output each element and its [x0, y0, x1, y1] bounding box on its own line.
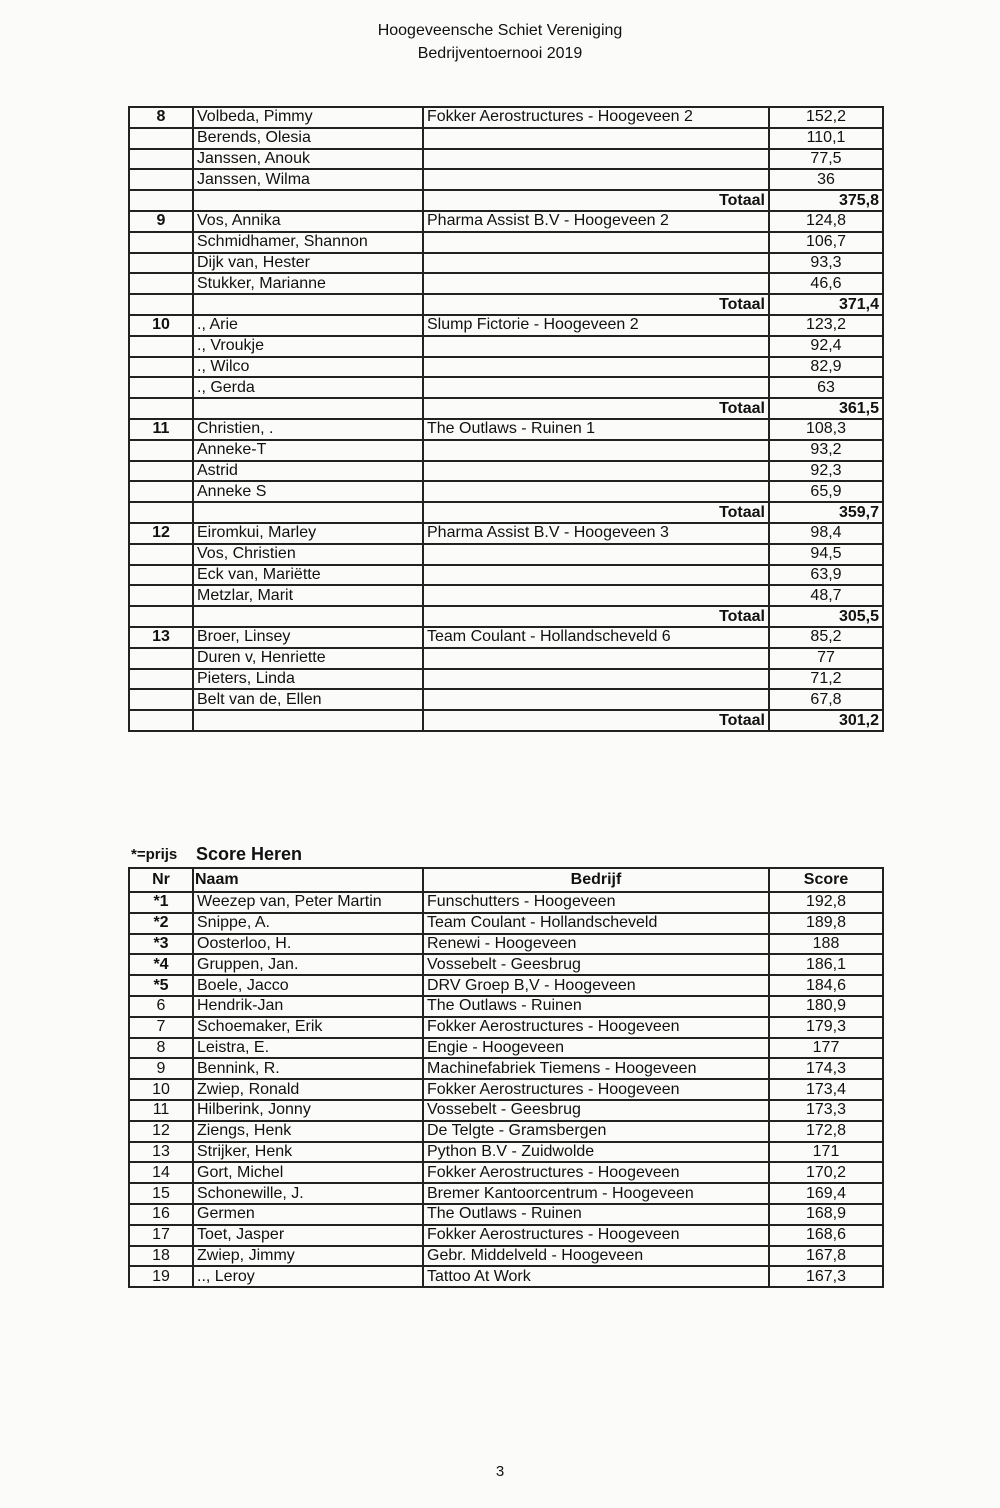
row-score: 167,8	[769, 1246, 883, 1267]
row-score: 177	[769, 1038, 883, 1059]
team-member-row	[129, 627, 883, 648]
member-score: 93,3	[769, 253, 883, 274]
team-member-row	[129, 585, 883, 606]
member-score: 85,2	[769, 627, 883, 648]
empty-cell	[129, 606, 193, 627]
row-nr: 13	[129, 1142, 193, 1163]
team-total: 361,5	[769, 398, 883, 419]
team-company: Pharma Assist B.V - Hoogeveen 2	[423, 211, 769, 232]
member-name: Christien, .	[193, 419, 423, 440]
row-bedrijf: Tattoo At Work	[423, 1266, 769, 1287]
member-score: 98,4	[769, 523, 883, 544]
table-row	[129, 1058, 883, 1079]
member-score: 152,2	[769, 107, 883, 128]
team-member-row	[129, 523, 883, 544]
row-nr: *3	[129, 934, 193, 955]
member-score: 77	[769, 648, 883, 669]
row-nr: *2	[129, 913, 193, 934]
team-rank	[129, 232, 193, 253]
table-row	[129, 1183, 883, 1204]
row-bedrijf: Renewi - Hoogeveen	[423, 934, 769, 955]
member-name: ., Wilco	[193, 357, 423, 378]
row-score: 168,9	[769, 1204, 883, 1225]
table-row	[129, 1142, 883, 1163]
team-company	[423, 689, 769, 710]
document-title: Hoogeveensche Schiet Vereniging	[377, 22, 623, 39]
empty-cell	[193, 398, 423, 419]
member-name: Volbeda, Pimmy	[193, 107, 423, 128]
member-name: ., Vroukje	[193, 336, 423, 357]
table-row	[129, 1100, 883, 1121]
row-bedrijf: Fokker Aerostructures - Hoogeveen	[423, 1225, 769, 1246]
member-name: Janssen, Anouk	[193, 149, 423, 170]
row-bedrijf: Fokker Aerostructures - Hoogeveen	[423, 1079, 769, 1100]
team-rank	[129, 336, 193, 357]
table-row	[129, 1162, 883, 1183]
member-score: 123,2	[769, 315, 883, 336]
member-name: Vos, Christien	[193, 544, 423, 565]
team-member-row	[129, 689, 883, 710]
team-company	[423, 440, 769, 461]
totaal-label: Totaal	[423, 294, 769, 315]
row-naam: Ziengs, Henk	[193, 1121, 423, 1142]
row-nr: 10	[129, 1079, 193, 1100]
empty-cell	[193, 190, 423, 211]
member-name: Dijk van, Hester	[193, 253, 423, 274]
member-score: 92,3	[769, 461, 883, 482]
team-member-row	[129, 253, 883, 274]
table-row	[129, 1038, 883, 1059]
team-company	[423, 648, 769, 669]
table-row	[129, 1266, 883, 1287]
row-nr: 8	[129, 1038, 193, 1059]
row-bedrijf: Fokker Aerostructures - Hoogeveen	[423, 1162, 769, 1183]
team-total-row	[129, 606, 883, 627]
row-bedrijf: Python B.V - Zuidwolde	[423, 1142, 769, 1163]
team-member-row	[129, 107, 883, 128]
team-member-row	[129, 419, 883, 440]
team-results-table	[128, 106, 884, 732]
table-row	[129, 954, 883, 975]
member-name: Vos, Annika	[193, 211, 423, 232]
team-rank	[129, 689, 193, 710]
row-naam: Hendrik-Jan	[193, 996, 423, 1017]
row-naam: Zwiep, Ronald	[193, 1079, 423, 1100]
member-name: Eiromkui, Marley	[193, 523, 423, 544]
row-nr: *5	[129, 975, 193, 996]
row-score: 192,8	[769, 892, 883, 913]
team-member-row	[129, 336, 883, 357]
totaal-label: Totaal	[423, 398, 769, 419]
team-company	[423, 481, 769, 502]
team-company	[423, 565, 769, 586]
team-company	[423, 149, 769, 170]
team-member-row	[129, 565, 883, 586]
row-score: 173,3	[769, 1100, 883, 1121]
page-number: 3	[495, 1463, 505, 1480]
row-nr: 16	[129, 1204, 193, 1225]
row-naam: Toet, Jasper	[193, 1225, 423, 1246]
totaal-label: Totaal	[423, 190, 769, 211]
team-total: 359,7	[769, 502, 883, 523]
document-subtitle: Bedrijventoernooi 2019	[417, 45, 583, 62]
row-score: 179,3	[769, 1017, 883, 1038]
header-score: Score	[769, 868, 883, 892]
team-member-row	[129, 315, 883, 336]
row-naam: Snippe, A.	[193, 913, 423, 934]
team-rank: 10	[129, 315, 193, 336]
empty-cell	[129, 710, 193, 731]
table-row	[129, 1246, 883, 1267]
header-bedrijf: Bedrijf	[423, 868, 769, 892]
row-bedrijf: Fokker Aerostructures - Hoogeveen	[423, 1017, 769, 1038]
row-naam: Hilberink, Jonny	[193, 1100, 423, 1121]
row-bedrijf: Bremer Kantoorcentrum - Hoogeveen	[423, 1183, 769, 1204]
team-total-row	[129, 294, 883, 315]
team-rank	[129, 273, 193, 294]
row-nr: 11	[129, 1100, 193, 1121]
team-rank	[129, 169, 193, 190]
team-rank	[129, 377, 193, 398]
member-name: Anneke S	[193, 481, 423, 502]
row-naam: Zwiep, Jimmy	[193, 1246, 423, 1267]
team-member-row	[129, 357, 883, 378]
team-total: 301,2	[769, 710, 883, 731]
row-score: 172,8	[769, 1121, 883, 1142]
row-bedrijf: Funschutters - Hoogeveen	[423, 892, 769, 913]
team-rank	[129, 440, 193, 461]
row-nr: 18	[129, 1246, 193, 1267]
empty-cell	[193, 606, 423, 627]
member-score: 71,2	[769, 669, 883, 690]
row-bedrijf: De Telgte - Gramsbergen	[423, 1121, 769, 1142]
member-score: 63	[769, 377, 883, 398]
row-nr: *1	[129, 892, 193, 913]
member-score: 65,9	[769, 481, 883, 502]
team-company	[423, 336, 769, 357]
row-naam: Boele, Jacco	[193, 975, 423, 996]
row-bedrijf: Vossebelt - Geesbrug	[423, 1100, 769, 1121]
table-row	[129, 1121, 883, 1142]
row-score: 170,2	[769, 1162, 883, 1183]
row-score: 184,6	[769, 975, 883, 996]
totaal-label: Totaal	[423, 710, 769, 731]
row-naam: Gruppen, Jan.	[193, 954, 423, 975]
table-row	[129, 1017, 883, 1038]
team-company: The Outlaws - Ruinen 1	[423, 419, 769, 440]
team-total: 375,8	[769, 190, 883, 211]
team-company: Fokker Aerostructures - Hoogeveen 2	[423, 107, 769, 128]
header-nr: Nr	[129, 868, 193, 892]
row-naam: Strijker, Henk	[193, 1142, 423, 1163]
member-score: 67,8	[769, 689, 883, 710]
member-score: 106,7	[769, 232, 883, 253]
row-score: 169,4	[769, 1183, 883, 1204]
member-name: Schmidhamer, Shannon	[193, 232, 423, 253]
member-name: Eck van, Mariëtte	[193, 565, 423, 586]
team-member-row	[129, 169, 883, 190]
team-rank	[129, 585, 193, 606]
heren-score-table	[128, 867, 884, 1288]
row-naam: Weezep van, Peter Martin	[193, 892, 423, 913]
team-total: 305,5	[769, 606, 883, 627]
team-member-row	[129, 128, 883, 149]
team-member-row	[129, 232, 883, 253]
team-rank	[129, 128, 193, 149]
row-nr: 7	[129, 1017, 193, 1038]
team-company	[423, 669, 769, 690]
empty-cell	[129, 398, 193, 419]
row-score: 167,3	[769, 1266, 883, 1287]
member-score: 110,1	[769, 128, 883, 149]
table-row	[129, 975, 883, 996]
team-total-row	[129, 398, 883, 419]
member-score: 93,2	[769, 440, 883, 461]
row-bedrijf: Machinefabriek Tiemens - Hoogeveen	[423, 1058, 769, 1079]
row-naam: Germen	[193, 1204, 423, 1225]
member-name: Anneke-T	[193, 440, 423, 461]
team-member-row	[129, 461, 883, 482]
row-nr: 14	[129, 1162, 193, 1183]
member-score: 36	[769, 169, 883, 190]
row-bedrijf: Team Coulant - Hollandscheveld	[423, 913, 769, 934]
row-naam: Bennink, R.	[193, 1058, 423, 1079]
team-company: Pharma Assist B.V - Hoogeveen 3	[423, 523, 769, 544]
team-rank	[129, 648, 193, 669]
totaal-label: Totaal	[423, 606, 769, 627]
header-naam: Naam	[193, 868, 423, 892]
empty-cell	[129, 502, 193, 523]
team-company	[423, 273, 769, 294]
table-row	[129, 1204, 883, 1225]
member-name: Metzlar, Marit	[193, 585, 423, 606]
member-score: 63,9	[769, 565, 883, 586]
member-score: 92,4	[769, 336, 883, 357]
team-company: Team Coulant - Hollandscheveld 6	[423, 627, 769, 648]
team-company	[423, 169, 769, 190]
row-bedrijf: The Outlaws - Ruinen	[423, 996, 769, 1017]
team-rank	[129, 357, 193, 378]
totaal-label: Totaal	[423, 502, 769, 523]
team-rank	[129, 544, 193, 565]
row-naam: Schoemaker, Erik	[193, 1017, 423, 1038]
section-title: Score Heren	[196, 844, 303, 864]
team-rank: 8	[129, 107, 193, 128]
empty-cell	[129, 294, 193, 315]
team-rank	[129, 149, 193, 170]
member-score: 94,5	[769, 544, 883, 565]
row-score: 168,6	[769, 1225, 883, 1246]
team-company: Slump Fictorie - Hoogeveen 2	[423, 315, 769, 336]
row-naam: Oosterloo, H.	[193, 934, 423, 955]
row-score: 189,8	[769, 913, 883, 934]
team-company	[423, 357, 769, 378]
member-score: 48,7	[769, 585, 883, 606]
table-row	[129, 934, 883, 955]
team-rank	[129, 461, 193, 482]
team-company	[423, 128, 769, 149]
row-score: 171	[769, 1142, 883, 1163]
member-score: 77,5	[769, 149, 883, 170]
team-rank: 11	[129, 419, 193, 440]
team-total-row	[129, 710, 883, 731]
empty-cell	[193, 502, 423, 523]
team-member-row	[129, 544, 883, 565]
team-member-row	[129, 149, 883, 170]
empty-cell	[193, 710, 423, 731]
row-nr: 17	[129, 1225, 193, 1246]
row-nr: 6	[129, 996, 193, 1017]
row-bedrijf: Gebr. Middelveld - Hoogeveen	[423, 1246, 769, 1267]
table-row	[129, 1225, 883, 1246]
row-bedrijf: The Outlaws - Ruinen	[423, 1204, 769, 1225]
team-member-row	[129, 648, 883, 669]
team-company	[423, 377, 769, 398]
row-score: 188	[769, 934, 883, 955]
member-name: Broer, Linsey	[193, 627, 423, 648]
row-nr: *4	[129, 954, 193, 975]
table-row	[129, 892, 883, 913]
member-name: Pieters, Linda	[193, 669, 423, 690]
member-name: Janssen, Wilma	[193, 169, 423, 190]
member-name: Duren v, Henriette	[193, 648, 423, 669]
team-company	[423, 253, 769, 274]
team-total: 371,4	[769, 294, 883, 315]
row-bedrijf: Engie - Hoogeveen	[423, 1038, 769, 1059]
team-total-row	[129, 502, 883, 523]
team-rank	[129, 481, 193, 502]
row-nr: 19	[129, 1266, 193, 1287]
row-naam: Gort, Michel	[193, 1162, 423, 1183]
row-bedrijf: DRV Groep B,V - Hoogeveen	[423, 975, 769, 996]
member-name: Astrid	[193, 461, 423, 482]
prize-legend: *=prijs	[131, 846, 178, 863]
team-member-row	[129, 669, 883, 690]
member-name: Belt van de, Ellen	[193, 689, 423, 710]
team-rank: 9	[129, 211, 193, 232]
row-bedrijf: Vossebelt - Geesbrug	[423, 954, 769, 975]
row-score: 186,1	[769, 954, 883, 975]
team-rank	[129, 565, 193, 586]
row-nr: 12	[129, 1121, 193, 1142]
table-row	[129, 1079, 883, 1100]
member-score: 108,3	[769, 419, 883, 440]
member-score: 124,8	[769, 211, 883, 232]
row-naam: Leistra, E.	[193, 1038, 423, 1059]
team-member-row	[129, 481, 883, 502]
table-row	[129, 913, 883, 934]
team-company	[423, 232, 769, 253]
member-name: Berends, Olesia	[193, 128, 423, 149]
table-row	[129, 996, 883, 1017]
row-nr: 9	[129, 1058, 193, 1079]
team-rank: 12	[129, 523, 193, 544]
row-score: 180,9	[769, 996, 883, 1017]
row-score: 173,4	[769, 1079, 883, 1100]
member-score: 46,6	[769, 273, 883, 294]
team-member-row	[129, 377, 883, 398]
team-company	[423, 544, 769, 565]
member-name: Stukker, Marianne	[193, 273, 423, 294]
team-member-row	[129, 211, 883, 232]
row-nr: 15	[129, 1183, 193, 1204]
row-naam: Schonewille, J.	[193, 1183, 423, 1204]
team-rank	[129, 253, 193, 274]
team-member-row	[129, 273, 883, 294]
team-total-row	[129, 190, 883, 211]
member-name: ., Gerda	[193, 377, 423, 398]
team-member-row	[129, 440, 883, 461]
table-header-row	[129, 868, 883, 892]
team-rank	[129, 669, 193, 690]
team-rank: 13	[129, 627, 193, 648]
member-name: ., Arie	[193, 315, 423, 336]
member-score: 82,9	[769, 357, 883, 378]
team-company	[423, 585, 769, 606]
team-company	[423, 461, 769, 482]
row-score: 174,3	[769, 1058, 883, 1079]
empty-cell	[193, 294, 423, 315]
row-naam: .., Leroy	[193, 1266, 423, 1287]
empty-cell	[129, 190, 193, 211]
